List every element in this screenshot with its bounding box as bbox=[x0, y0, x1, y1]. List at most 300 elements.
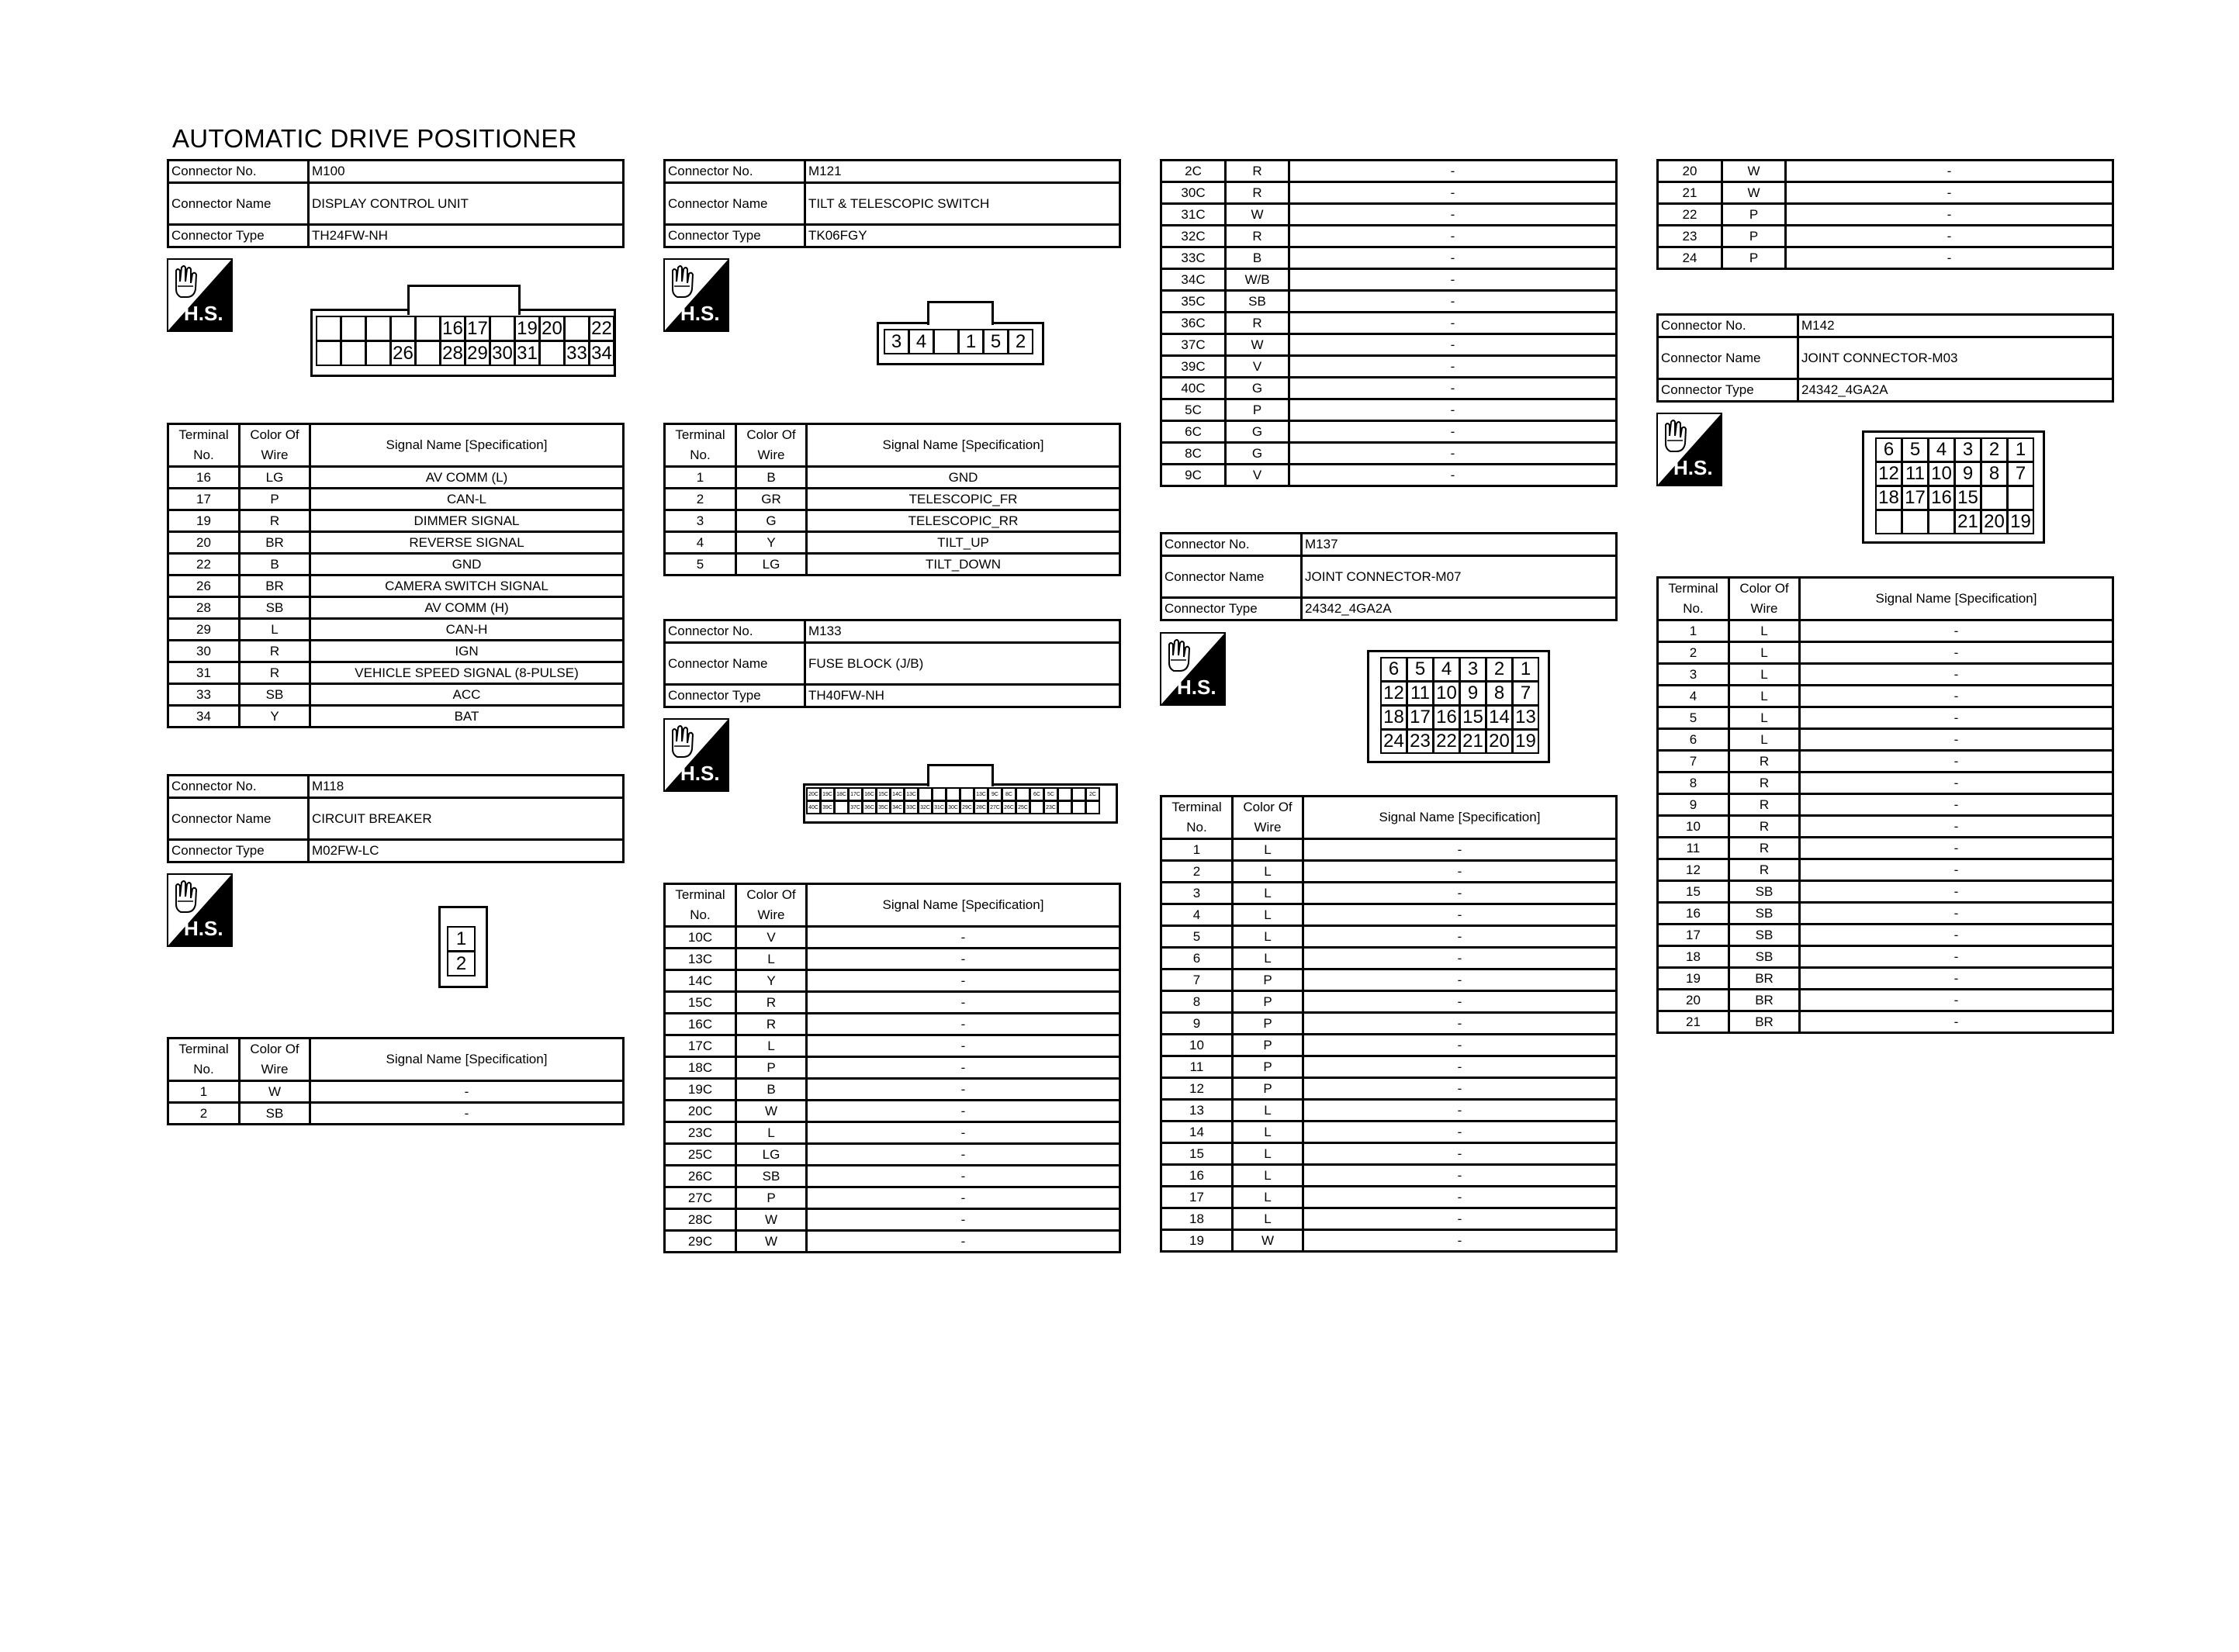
signal-name-cell: - bbox=[807, 1209, 1120, 1231]
terminal-cell: 40C bbox=[1161, 378, 1226, 399]
wire-color-cell: L bbox=[1729, 620, 1800, 642]
signal-name-cell: - bbox=[1800, 751, 2113, 772]
connector-info-m142 bbox=[1656, 313, 2114, 403]
table-row bbox=[168, 532, 624, 554]
table-row bbox=[1161, 291, 1617, 313]
signal-name-cell: - bbox=[1800, 924, 2113, 946]
terminal-cell: 17C bbox=[665, 1035, 736, 1057]
connector-pin: 26 bbox=[390, 340, 416, 366]
signal-name-cell: - bbox=[807, 1122, 1120, 1144]
table-row bbox=[1161, 991, 1617, 1013]
terminal-cell: 29 bbox=[168, 619, 240, 641]
hs-label: H.S. bbox=[680, 302, 720, 325]
connector-pin bbox=[490, 316, 515, 341]
connector-pin: 19C bbox=[820, 787, 835, 801]
terminal-cell: 33C bbox=[1161, 247, 1226, 269]
terminal-cell: 2 bbox=[1161, 861, 1233, 883]
connector-pin: 28C bbox=[974, 800, 988, 814]
table-row bbox=[1161, 883, 1617, 904]
connector-pin: 6 bbox=[1875, 437, 1902, 462]
connector-pin bbox=[316, 340, 341, 366]
wire-color-cell: L bbox=[736, 949, 807, 970]
table-row bbox=[665, 1166, 1120, 1187]
connector-pin: 34C bbox=[890, 800, 905, 814]
terminal-cell: 2 bbox=[1658, 642, 1729, 664]
terminal-cell: 20 bbox=[1658, 990, 1729, 1011]
header-color-of-wire: Color Of Wire bbox=[1729, 578, 1800, 620]
connector-pin bbox=[1016, 787, 1030, 801]
connector-pin: 5C bbox=[1043, 787, 1058, 801]
connector-pin bbox=[415, 340, 441, 366]
wire-color-cell: L bbox=[1233, 1121, 1303, 1143]
signal-name-cell: - bbox=[310, 1103, 624, 1125]
table-row bbox=[168, 489, 624, 510]
terminal-table-m133 bbox=[663, 883, 1121, 1253]
terminal-cell: 19 bbox=[168, 510, 240, 532]
connector-pin bbox=[1071, 787, 1086, 801]
signal-name-cell: - bbox=[1303, 926, 1617, 948]
table-row bbox=[1658, 664, 2113, 686]
signal-name-cell: - bbox=[807, 1166, 1120, 1187]
signal-name-cell: - bbox=[1800, 620, 2113, 642]
signal-name-cell: CAN-L bbox=[310, 489, 624, 510]
table-row bbox=[1161, 1230, 1617, 1252]
connector-pin: 16C bbox=[862, 787, 877, 801]
header-signal-name: Signal Name [Specification] bbox=[310, 424, 624, 467]
connector-pin: 27C bbox=[988, 800, 1002, 814]
signal-name-cell: - bbox=[1303, 1121, 1617, 1143]
table-row bbox=[665, 1079, 1120, 1101]
label-connector-type: Connector Type bbox=[1161, 598, 1302, 620]
terminal-cell: 5C bbox=[1161, 399, 1226, 421]
table-row bbox=[1161, 904, 1617, 926]
wire-color-cell: SB bbox=[1729, 946, 1800, 968]
connector-pin: 8 bbox=[1981, 461, 2008, 486]
terminal-cell: 11 bbox=[1161, 1056, 1233, 1078]
signal-name-cell: - bbox=[1289, 291, 1617, 313]
terminal-cell: 6C bbox=[1161, 421, 1226, 443]
table-row bbox=[665, 992, 1120, 1014]
connector-name-value: DISPLAY CONTROL UNIT bbox=[309, 183, 624, 225]
table-row bbox=[168, 1103, 624, 1125]
wire-color-cell: L bbox=[736, 1122, 807, 1144]
signal-name-cell: CAN-H bbox=[310, 619, 624, 641]
header-signal-name: Signal Name [Specification] bbox=[310, 1039, 624, 1081]
connector-pin: 14C bbox=[890, 787, 905, 801]
terminal-cell: 3 bbox=[1658, 664, 1729, 686]
connector-pin bbox=[932, 787, 946, 801]
connector-pin: 22 bbox=[589, 316, 614, 341]
connector-pin: 37C bbox=[848, 800, 863, 814]
wire-color-cell: P bbox=[1226, 399, 1289, 421]
connector-pin: 9 bbox=[1954, 461, 1981, 486]
terminal-cell: 36C bbox=[1161, 313, 1226, 334]
connector-info-m100 bbox=[167, 159, 625, 248]
terminal-cell: 16C bbox=[665, 1014, 736, 1035]
terminal-cell: 14C bbox=[665, 970, 736, 992]
wire-color-cell: SB bbox=[240, 684, 310, 706]
label-connector-type: Connector Type bbox=[665, 225, 805, 247]
terminal-cell: 28 bbox=[168, 597, 240, 619]
table-row bbox=[168, 597, 624, 619]
terminal-cell: 37C bbox=[1161, 334, 1226, 356]
terminal-cell: 19 bbox=[1658, 968, 1729, 990]
signal-name-cell: - bbox=[1289, 247, 1617, 269]
table-row bbox=[1161, 948, 1617, 969]
connector-pin: 5 bbox=[983, 329, 1009, 354]
wire-color-cell: R bbox=[1226, 313, 1289, 334]
table-row bbox=[1161, 1078, 1617, 1100]
table-row bbox=[1161, 1013, 1617, 1035]
signal-name-cell: - bbox=[1786, 247, 2113, 269]
signal-name-cell: - bbox=[1800, 686, 2113, 707]
label-connector-no: Connector No. bbox=[1161, 534, 1302, 556]
signal-name-cell: - bbox=[807, 1057, 1120, 1079]
connector-pin: 24 bbox=[1380, 729, 1407, 754]
page-title: AUTOMATIC DRIVE POSITIONER bbox=[172, 124, 577, 153]
signal-name-cell: REVERSE SIGNAL bbox=[310, 532, 624, 554]
label-connector-no: Connector No. bbox=[1658, 315, 1798, 337]
signal-name-cell: - bbox=[1303, 1013, 1617, 1035]
signal-name-cell: - bbox=[1800, 794, 2113, 816]
signal-name-cell: - bbox=[1800, 968, 2113, 990]
signal-name-cell: - bbox=[1289, 269, 1617, 291]
signal-name-cell: VEHICLE SPEED SIGNAL (8-PULSE) bbox=[310, 662, 624, 684]
connector-pin: 7 bbox=[2007, 461, 2034, 486]
wire-color-cell: LG bbox=[736, 1144, 807, 1166]
signal-name-cell: - bbox=[1303, 861, 1617, 883]
wire-color-cell: R bbox=[240, 641, 310, 662]
signal-name-cell: - bbox=[807, 1187, 1120, 1209]
wire-color-cell: G bbox=[1226, 421, 1289, 443]
terminal-table-m121 bbox=[663, 423, 1121, 576]
terminal-cell: 22 bbox=[1658, 204, 1722, 226]
table-row bbox=[1161, 1187, 1617, 1208]
table-row bbox=[1161, 313, 1617, 334]
signal-name-cell: - bbox=[807, 1101, 1120, 1122]
connector-pin: 3 bbox=[884, 329, 909, 354]
terminal-cell: 30 bbox=[168, 641, 240, 662]
terminal-cell: 8C bbox=[1161, 443, 1226, 465]
wire-color-cell: R bbox=[1729, 816, 1800, 838]
terminal-table-m137 bbox=[1160, 795, 1618, 1253]
connector-pin: 18C bbox=[834, 787, 849, 801]
table-row bbox=[1658, 881, 2113, 903]
connector-pin: 15 bbox=[1954, 486, 1981, 510]
connector-pin: 36C bbox=[862, 800, 877, 814]
signal-name-cell: - bbox=[1289, 161, 1617, 182]
connector-pin: 2 bbox=[447, 951, 476, 976]
wire-color-cell: G bbox=[1226, 443, 1289, 465]
terminal-cell: 16 bbox=[1161, 1165, 1233, 1187]
connector-pin: 4 bbox=[1928, 437, 1955, 462]
table-row bbox=[1161, 204, 1617, 226]
header-terminal-no: Terminal No. bbox=[168, 1039, 240, 1081]
connector-pin bbox=[1875, 510, 1902, 534]
connector-pin: 8 bbox=[1486, 681, 1513, 706]
wire-color-cell: G bbox=[1226, 378, 1289, 399]
wire-color-cell: L bbox=[1729, 729, 1800, 751]
connector-pin: 2C bbox=[1085, 787, 1100, 801]
connector-pin: 22 bbox=[1433, 729, 1460, 754]
table-row bbox=[1658, 620, 2113, 642]
connector-pin: 21 bbox=[1954, 510, 1981, 534]
connector-no-value: M142 bbox=[1798, 315, 2113, 337]
signal-name-cell: - bbox=[1303, 1035, 1617, 1056]
table-row bbox=[1161, 161, 1617, 182]
wire-color-cell: Y bbox=[240, 706, 310, 728]
connector-pin: 17 bbox=[1407, 705, 1434, 730]
connector-pin: 15 bbox=[1459, 705, 1486, 730]
connector-pin: 11 bbox=[1902, 461, 1929, 486]
table-row bbox=[1161, 969, 1617, 991]
table-row bbox=[665, 1057, 1120, 1079]
wire-color-cell: Y bbox=[736, 970, 807, 992]
connector-pin: 28 bbox=[440, 340, 465, 366]
wire-color-cell: L bbox=[1233, 1143, 1303, 1165]
terminal-cell: 22 bbox=[168, 554, 240, 575]
pin-grid-m100-bottom bbox=[317, 341, 614, 366]
table-row bbox=[1161, 1035, 1617, 1056]
terminal-cell: 17 bbox=[1658, 924, 1729, 946]
signal-name-cell: CAMERA SWITCH SIGNAL bbox=[310, 575, 624, 597]
harness-side-icon bbox=[167, 258, 233, 332]
wire-color-cell: BR bbox=[1729, 968, 1800, 990]
table-row bbox=[665, 510, 1120, 532]
table-row bbox=[168, 641, 624, 662]
wire-color-cell: R bbox=[736, 1014, 807, 1035]
terminal-cell: 25C bbox=[665, 1144, 736, 1166]
table-row bbox=[1658, 924, 2113, 946]
header-signal-name: Signal Name [Specification] bbox=[807, 884, 1120, 927]
wire-color-cell: W bbox=[736, 1231, 807, 1253]
connector-pin bbox=[341, 340, 366, 366]
terminal-cell: 9C bbox=[1161, 465, 1226, 486]
wire-color-cell: R bbox=[240, 510, 310, 532]
header-terminal-no: Terminal No. bbox=[665, 884, 736, 927]
signal-name-cell: - bbox=[807, 1035, 1120, 1057]
wire-color-cell: R bbox=[1729, 838, 1800, 859]
connector-pin bbox=[341, 316, 366, 341]
wire-color-cell: R bbox=[1729, 772, 1800, 794]
wire-color-cell: L bbox=[1729, 707, 1800, 729]
terminal-cell: 10 bbox=[1658, 816, 1729, 838]
header-color-of-wire: Color Of Wire bbox=[1233, 797, 1303, 839]
table-row bbox=[1161, 421, 1617, 443]
connector-pin: 4 bbox=[1433, 657, 1460, 682]
connector-pin: 20 bbox=[1981, 510, 2008, 534]
connector-pin: 6 bbox=[1380, 657, 1407, 682]
wire-color-cell: R bbox=[1729, 751, 1800, 772]
label-connector-name: Connector Name bbox=[1161, 556, 1302, 598]
connector-type-value: TH24FW-NH bbox=[309, 225, 624, 247]
hs-label: H.S. bbox=[680, 762, 720, 785]
signal-name-cell: - bbox=[1289, 182, 1617, 204]
terminal-cell: 1 bbox=[1161, 839, 1233, 861]
connector-pin: 1 bbox=[447, 926, 476, 952]
wire-color-cell: W bbox=[736, 1101, 807, 1122]
wire-color-cell: SB bbox=[736, 1166, 807, 1187]
connector-pin: 2 bbox=[1981, 437, 2008, 462]
wire-color-cell: L bbox=[240, 619, 310, 641]
terminal-cell: 9 bbox=[1161, 1013, 1233, 1035]
table-row bbox=[1658, 794, 2113, 816]
connector-pin: 32C bbox=[918, 800, 933, 814]
signal-name-cell: - bbox=[1800, 881, 2113, 903]
terminal-cell: 3 bbox=[1161, 883, 1233, 904]
wire-color-cell: R bbox=[1729, 859, 1800, 881]
table-row bbox=[1658, 182, 2113, 204]
signal-name-cell: IGN bbox=[310, 641, 624, 662]
connector-pin: 33 bbox=[564, 340, 590, 366]
pin-grid-m100-top bbox=[317, 316, 614, 341]
signal-name-cell: - bbox=[1800, 729, 2113, 751]
pin-grid-m137 bbox=[1381, 658, 1539, 754]
connector-pin: 18 bbox=[1380, 705, 1407, 730]
table-row bbox=[1161, 399, 1617, 421]
pin-grid-m142 bbox=[1876, 438, 2034, 534]
connector-pin: 3 bbox=[1954, 437, 1981, 462]
pin-grid-m133-top bbox=[807, 788, 1100, 801]
terminal-cell: 17 bbox=[168, 489, 240, 510]
signal-name-cell: TELESCOPIC_RR bbox=[807, 510, 1120, 532]
table-row bbox=[665, 1101, 1120, 1122]
wire-color-cell: L bbox=[1233, 839, 1303, 861]
connector-pin bbox=[316, 316, 341, 341]
wire-color-cell: W bbox=[1233, 1230, 1303, 1252]
signal-name-cell: - bbox=[1289, 378, 1617, 399]
harness-side-icon bbox=[167, 873, 233, 947]
wire-color-cell: L bbox=[1233, 883, 1303, 904]
signal-name-cell: - bbox=[1303, 1056, 1617, 1078]
header-color-of-wire: Color Of Wire bbox=[240, 424, 310, 467]
wire-color-cell: SB bbox=[240, 1103, 310, 1125]
wire-color-cell: BR bbox=[240, 575, 310, 597]
connector-pin bbox=[1057, 787, 1072, 801]
signal-name-cell: GND bbox=[310, 554, 624, 575]
signal-name-cell: AV COMM (L) bbox=[310, 467, 624, 489]
signal-name-cell: - bbox=[1786, 226, 2113, 247]
signal-name-cell: - bbox=[1800, 838, 2113, 859]
wire-color-cell: L bbox=[1233, 1208, 1303, 1230]
table-row bbox=[1658, 226, 2113, 247]
label-connector-type: Connector Type bbox=[168, 840, 309, 862]
terminal-cell: 23 bbox=[1658, 226, 1722, 247]
wire-color-cell: R bbox=[1226, 226, 1289, 247]
label-connector-no: Connector No. bbox=[168, 161, 309, 183]
table-row bbox=[1161, 839, 1617, 861]
table-row bbox=[1161, 1121, 1617, 1143]
connector-pin: 20 bbox=[539, 316, 565, 341]
connector-pin: 21 bbox=[1459, 729, 1486, 754]
connector-pin: 39C bbox=[820, 800, 835, 814]
connector-name-value: JOINT CONNECTOR-M03 bbox=[1798, 337, 2113, 379]
connector-pin: 6C bbox=[1030, 787, 1044, 801]
connector-pin: 11 bbox=[1407, 681, 1434, 706]
connector-pin: 8C bbox=[1002, 787, 1016, 801]
connector-pin: 16 bbox=[1433, 705, 1460, 730]
signal-name-cell: - bbox=[1289, 356, 1617, 378]
connector-pin bbox=[1928, 510, 1955, 534]
header-signal-name: Signal Name [Specification] bbox=[1303, 797, 1617, 839]
terminal-cell: 2C bbox=[1161, 161, 1226, 182]
signal-name-cell: - bbox=[1303, 948, 1617, 969]
connector-name-value: TILT & TELESCOPIC SWITCH bbox=[805, 183, 1120, 225]
connector-pin: 17C bbox=[848, 787, 863, 801]
wire-color-cell: B bbox=[240, 554, 310, 575]
table-row bbox=[1658, 729, 2113, 751]
connector-pin: 12 bbox=[1875, 461, 1902, 486]
table-row bbox=[1658, 903, 2113, 924]
header-terminal-no: Terminal No. bbox=[1658, 578, 1729, 620]
table-row bbox=[1161, 1143, 1617, 1165]
connector-no-value: M137 bbox=[1302, 534, 1617, 556]
pin-grid-m133-bottom bbox=[807, 801, 1100, 814]
terminal-cell: 19C bbox=[665, 1079, 736, 1101]
connector-pin bbox=[1085, 800, 1100, 814]
connector-pin: 2 bbox=[1486, 657, 1513, 682]
signal-name-cell: - bbox=[1786, 204, 2113, 226]
signal-name-cell: - bbox=[1800, 642, 2113, 664]
header-terminal-no: Terminal No. bbox=[1161, 797, 1233, 839]
table-row bbox=[1161, 1056, 1617, 1078]
connector-pin bbox=[2007, 486, 2034, 510]
terminal-cell: 7 bbox=[1658, 751, 1729, 772]
signal-name-cell: - bbox=[807, 970, 1120, 992]
terminal-table-m100 bbox=[167, 423, 625, 728]
connector-pin: 19 bbox=[514, 316, 540, 341]
table-row bbox=[1161, 861, 1617, 883]
terminal-cell: 16 bbox=[1658, 903, 1729, 924]
table-row bbox=[1161, 334, 1617, 356]
connector-pin: 1 bbox=[1512, 657, 1539, 682]
terminal-table-m133-continued bbox=[1160, 159, 1618, 487]
signal-name-cell: - bbox=[1289, 334, 1617, 356]
signal-name-cell: - bbox=[807, 1144, 1120, 1166]
terminal-cell: 9 bbox=[1658, 794, 1729, 816]
pin-grid-m118 bbox=[448, 927, 476, 976]
table-row bbox=[1658, 990, 2113, 1011]
wire-color-cell: L bbox=[1233, 1100, 1303, 1121]
connector-pin: 10 bbox=[1433, 681, 1460, 706]
wire-color-cell: R bbox=[1226, 161, 1289, 182]
wire-color-cell: BR bbox=[240, 532, 310, 554]
connector-name-value: FUSE BLOCK (J/B) bbox=[805, 643, 1120, 685]
connector-pin: 4 bbox=[908, 329, 934, 354]
signal-name-cell: - bbox=[1303, 1208, 1617, 1230]
pin-grid-m121 bbox=[884, 330, 1033, 354]
terminal-cell: 31 bbox=[168, 662, 240, 684]
header-signal-name: Signal Name [Specification] bbox=[807, 424, 1120, 467]
terminal-cell: 13C bbox=[665, 949, 736, 970]
terminal-cell: 8 bbox=[1658, 772, 1729, 794]
terminal-cell: 16 bbox=[168, 467, 240, 489]
terminal-cell: 12 bbox=[1161, 1078, 1233, 1100]
wire-color-cell: P bbox=[1722, 247, 1786, 269]
harness-side-icon bbox=[663, 718, 729, 792]
connector-type-value: 24342_4GA2A bbox=[1798, 379, 2113, 402]
wire-color-cell: LG bbox=[736, 554, 807, 575]
table-row bbox=[1658, 751, 2113, 772]
signal-name-cell: - bbox=[1289, 465, 1617, 486]
table-row bbox=[1161, 465, 1617, 486]
signal-name-cell: DIMMER SIGNAL bbox=[310, 510, 624, 532]
terminal-cell: 6 bbox=[1161, 948, 1233, 969]
hs-label: H.S. bbox=[184, 302, 223, 325]
terminal-cell: 11 bbox=[1658, 838, 1729, 859]
harness-side-icon bbox=[1656, 413, 1722, 486]
header-terminal-no: Terminal No. bbox=[168, 424, 240, 467]
